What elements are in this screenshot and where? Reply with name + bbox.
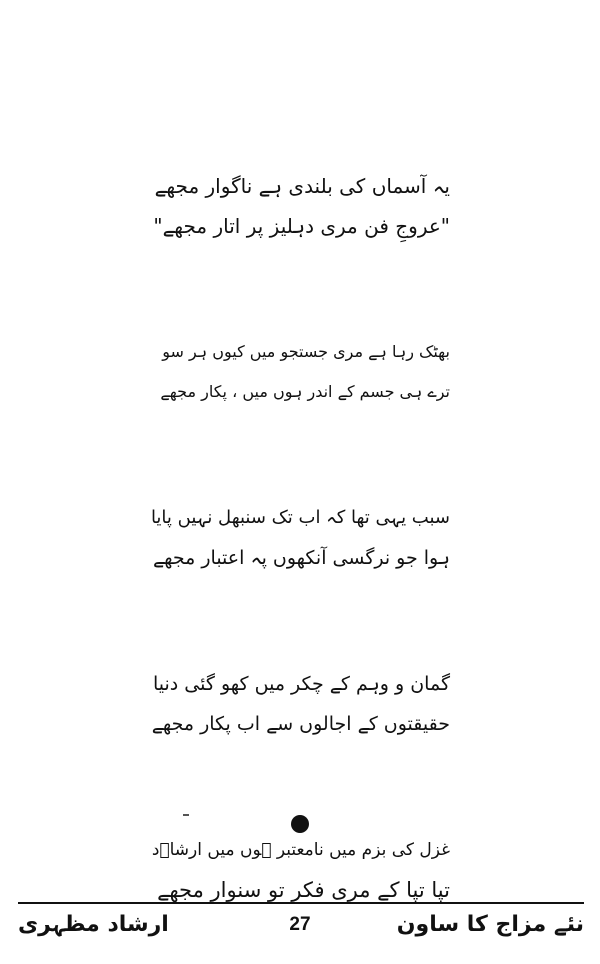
stray-mark [183, 814, 189, 816]
end-of-poem-dot [291, 815, 309, 833]
couplet-line: ترے ہی جسم کے اندر ہوں میں ، پکار مجھے [160, 382, 450, 401]
couplet-line: حقیقتوں کے اجالوں سے اب پکار مجھے [151, 713, 450, 735]
couplet-line: تپا تپا کے مری فکر تو سنوار مجھے [157, 878, 450, 902]
book-title: نئے مزاج کا ساون [396, 912, 584, 937]
couplet-line: یہ آسماں کی بلندی ہے ناگوار مجھے [154, 174, 450, 198]
couplet-4 [150, 664, 450, 744]
footer-divider [18, 902, 584, 904]
couplet-line: سبب یہی تھا کہ اب تک سنبھل نہیں پایا [150, 507, 450, 528]
author-name: ارشاد مظہری [18, 912, 169, 937]
couplet-2 [150, 332, 450, 412]
couplet-line: غزل کی بزم میں نامعتبر ہوں میں ارشاؔد [151, 840, 450, 860]
couplet-line: بھٹک رہا ہے مری جستجو میں کیوں ہر سو [162, 342, 450, 361]
couplet-1 [150, 166, 450, 246]
page-number: 27 [289, 914, 311, 935]
couplet-line: "عروجِ فن مری دہلیز پر اتار مجھے" [153, 214, 450, 238]
page-footer [18, 908, 584, 944]
ghazal [150, 166, 450, 910]
couplet-3 [150, 498, 450, 578]
couplet-5 [150, 830, 450, 910]
couplet-line: گمان و وہم کے چکر میں کھو گئی دنیا [153, 673, 450, 695]
couplet-line: ہوا جو نرگسی آنکھوں پہ اعتبار مجھے [152, 547, 450, 569]
